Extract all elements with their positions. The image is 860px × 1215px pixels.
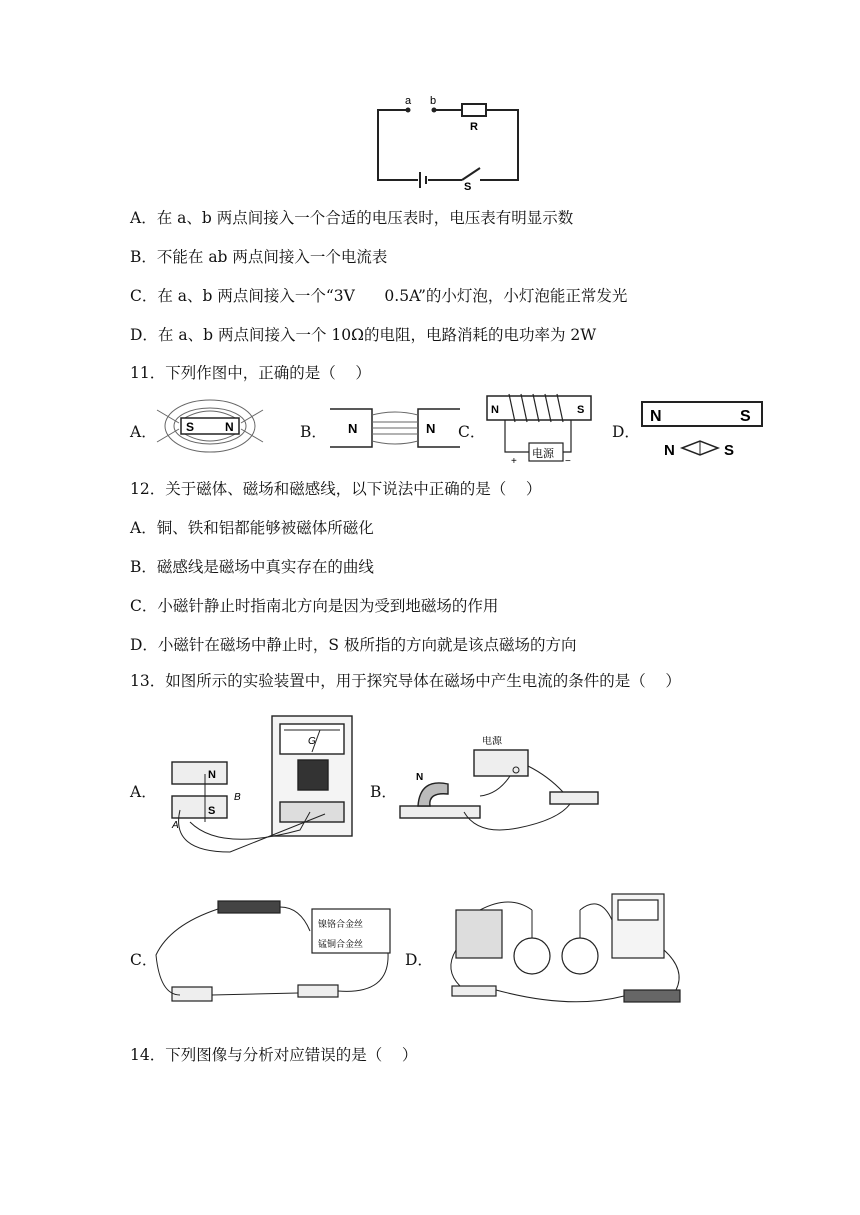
- q13-figure-c: [150, 895, 395, 1010]
- point-b-label: b: [430, 95, 437, 107]
- q13-figure-a: [160, 712, 365, 862]
- q11c-plus: +: [511, 456, 517, 466]
- circuit-diagram: [370, 92, 530, 192]
- q11c-s-label: S: [577, 404, 585, 416]
- q11-figure-c: [485, 390, 595, 466]
- q13c-label-1: 镍铬合金丝: [318, 919, 364, 929]
- q11-figure-b: [330, 405, 460, 451]
- q10-option-c: C．在 a、b 两点间接入一个“3V 0.5A”的小灯泡，小灯泡能正常发光: [130, 287, 628, 305]
- q13-label-d: D．: [405, 951, 433, 969]
- q11a-s-label: S: [186, 420, 195, 434]
- q10-option-a: A．在 a、b 两点间接入一个合适的电压表时，电压表有明显示数: [130, 209, 574, 227]
- q12-stem: 12．关于磁体、磁场和磁感线，以下说法中正确的是（ ）: [130, 480, 542, 498]
- q13a-n-label: N: [208, 769, 216, 781]
- q13c-label-2: 锰铜合金丝: [318, 939, 364, 949]
- q12-option-d: D．小磁针在磁场中静止时，S 极所指的方向就是该点磁场的方向: [130, 636, 577, 654]
- q11c-n-label: N: [491, 404, 499, 416]
- q11b-n2-label: N: [426, 421, 436, 436]
- q13b-source-label: 电源: [482, 736, 502, 747]
- q11-stem: 11．下列作图中，正确的是（ ）: [130, 364, 371, 382]
- q11d-n-label: N: [650, 408, 662, 425]
- q11-figure-d: [640, 400, 765, 462]
- q13-label-c: C．: [130, 951, 158, 969]
- q12-option-b: B．磁感线是磁场中真实存在的曲线: [130, 558, 374, 576]
- q13-figure-b: [398, 736, 608, 836]
- q13-label-b: B．: [370, 783, 397, 801]
- q11-label-a: A．: [130, 423, 157, 441]
- q13-label-a: A．: [130, 783, 157, 801]
- q11b-n1-label: N: [348, 421, 358, 436]
- q11-label-d: D．: [612, 423, 640, 441]
- q13-figure-d: [440, 890, 690, 1015]
- q13a-b-label: B: [234, 792, 241, 803]
- q13a-g-label: G: [308, 736, 316, 747]
- q14-stem: 14．下列图像与分析对应错误的是（ ）: [130, 1046, 418, 1064]
- q13a-s-label: S: [208, 805, 216, 817]
- q10-option-d: D．在 a、b 两点间接入一个 10Ω的电阻，电路消耗的电功率为 2W: [130, 326, 597, 344]
- q11-figure-a: [155, 395, 265, 457]
- q11c-minus: −: [565, 456, 571, 466]
- q12-option-c: C．小磁针静止时指南北方向是因为受到地磁场的作用: [130, 597, 499, 615]
- point-a-label: a: [405, 95, 412, 107]
- q11-label-b: B．: [300, 423, 327, 441]
- q11a-n-label: N: [225, 420, 234, 434]
- q11d-n2-label: N: [664, 442, 675, 459]
- switch-label: S: [464, 181, 472, 192]
- resistor-label: R: [470, 121, 478, 133]
- q11-label-c: C．: [458, 423, 486, 441]
- q11d-s-label: S: [740, 408, 751, 425]
- q11d-s2-label: S: [724, 442, 735, 459]
- q12-option-a: A．铜、铁和铝都能够被磁体所磁化: [130, 519, 374, 537]
- q13b-n-label: N: [416, 772, 424, 783]
- q10-option-b: B．不能在 ab 两点间接入一个电流表: [130, 248, 388, 266]
- q13a-a-label: A: [172, 820, 179, 831]
- q11c-source-label: 电源: [532, 448, 554, 460]
- q13-stem: 13．如图所示的实验装置中，用于探究导体在磁场中产生电流的条件的是（ ）: [130, 672, 681, 690]
